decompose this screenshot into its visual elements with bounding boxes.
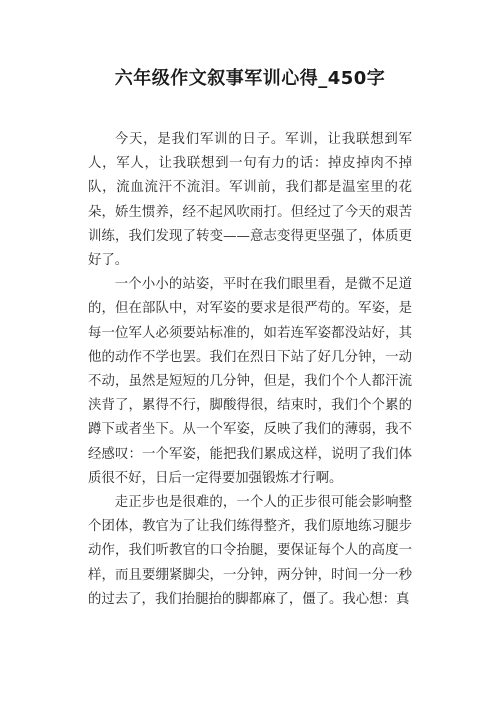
paragraph-2: 一个小小的站姿，平时在我们眼里看，是微不足道的，但在部队中，对军姿的要求是很严苟的。军姿，是每一位军人必须要站标准的，如若连军姿都没站好，其他的动作不学也罢。我们在烈日下站了好几分钟，一动不动，虽然是短短的几分钟，但是，我们个个人都汗流浃背了，累得不行，脚酸得很，结束时，我们个个累的蹲下或者坐下。从一个军姿，反映了我们的薄弱，我不经感叹：一个军姿，能把我们累成这样，说明了我们体质很不好，日后一定得要加强锻炼才行啊。 <box>88 277 412 486</box>
document-body <box>88 128 412 612</box>
paragraph-1: 今天，是我们军训的日子。军训，让我联想到军人，军人，让我联想到一句有力的话：掉皮掉肉不掉队，流血流汗不流泪。军训前，我们都是温室里的花朵，娇生惯养，经不起风吹雨打。但经过了今天的艰苦训练，我们发现了转变——意志变得更坚强了，体质更好了。 <box>88 132 412 269</box>
paragraph-3: 走正步也是很难的，一个人的正步很可能会影响整个团体，教官为了让我们练得整齐，我们原地练习腿步动作，我们听教官的口令抬腿，要保证每个人的高度一样，而且要绷紧脚尖，一分钟，两分钟，时间一分一秒的过去了，我们抬腿抬的脚都麻了，僵了。我心想：真 <box>88 495 412 607</box>
document-title: 六年级作文叙事军训心得_450字 <box>114 68 386 89</box>
